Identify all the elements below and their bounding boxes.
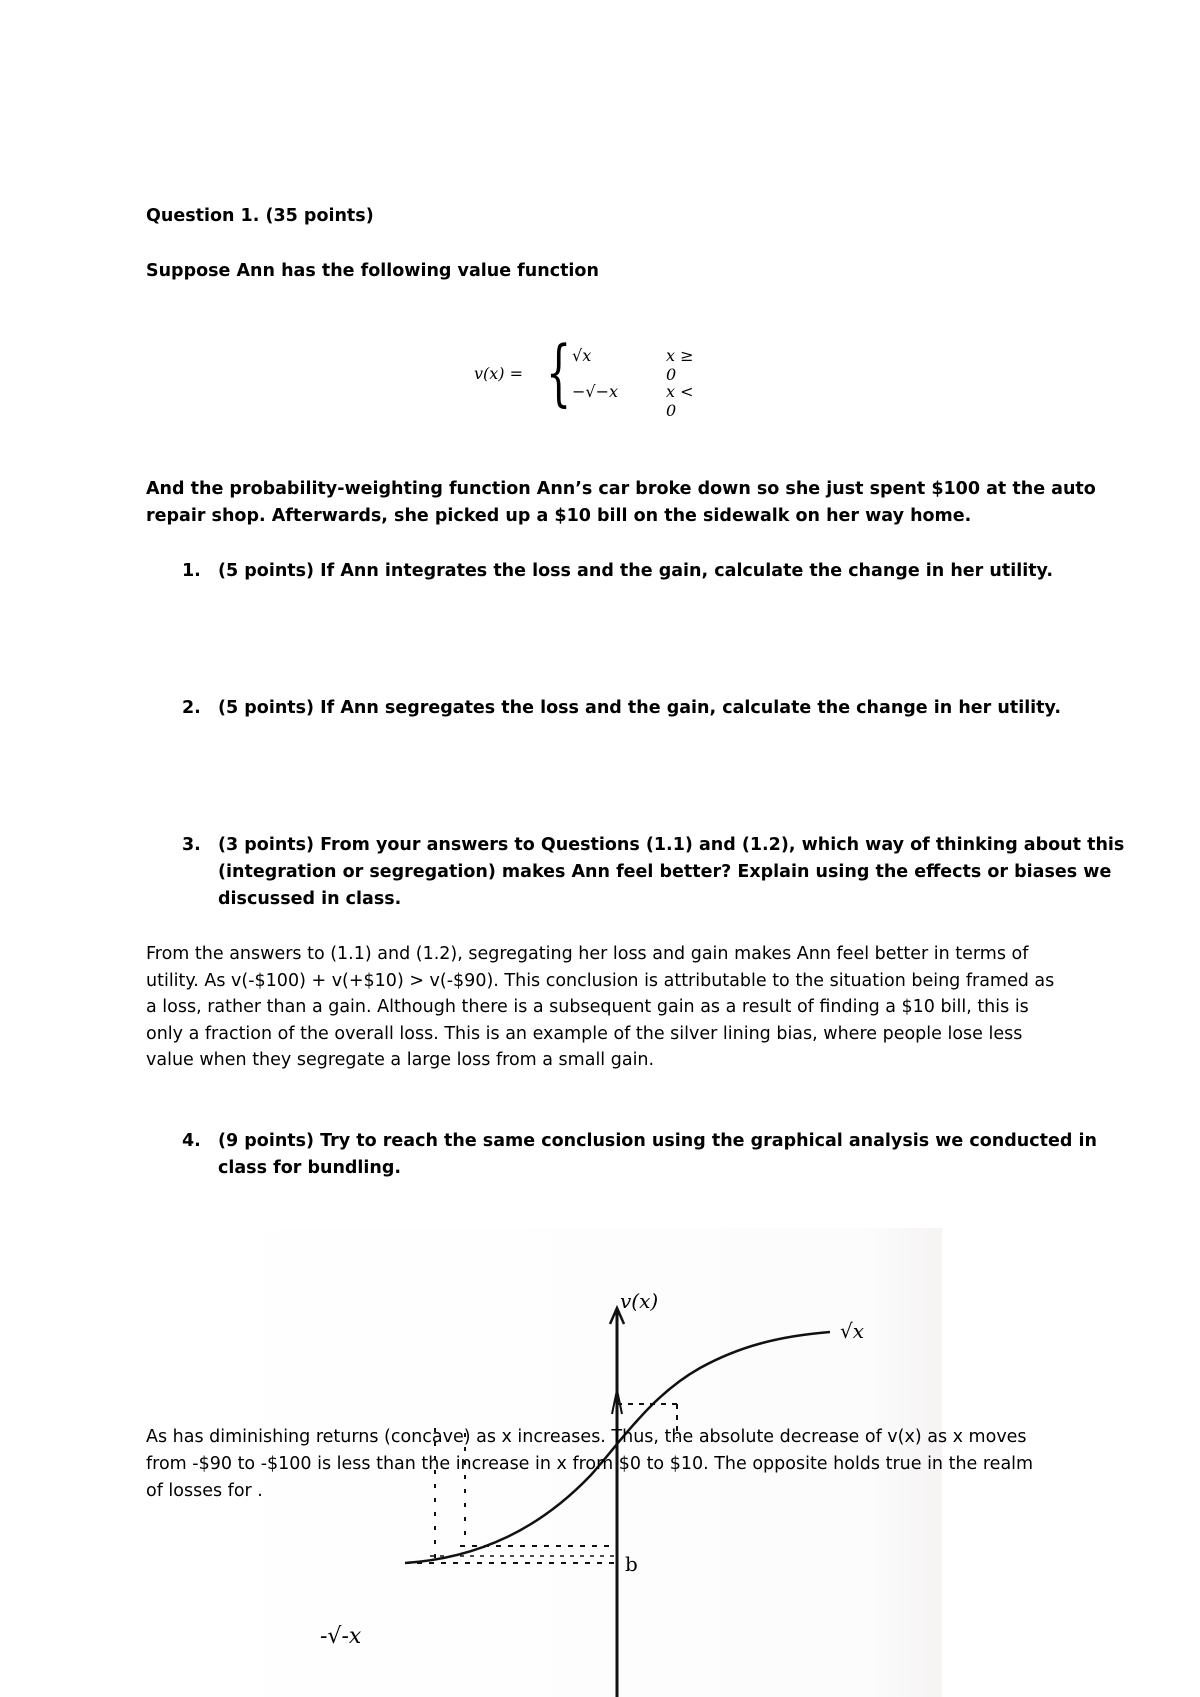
answer-line: a loss, rather than a gain. Although there is a subsequent gain as a result of finding a $10 bill, this is bbox=[146, 997, 1029, 1017]
formula-case1-expr: √x bbox=[572, 346, 592, 365]
value-function-formula bbox=[474, 330, 704, 420]
answer-line: only a fraction of the overall loss. This is an example of the silver lining bias, where people lose less bbox=[146, 1023, 1023, 1044]
question-title: Question 1. (35 points) bbox=[146, 206, 374, 226]
subquestion-number: 3. bbox=[182, 835, 201, 855]
subquestion-number: 2. bbox=[182, 698, 201, 718]
subquestion-number: 4. bbox=[182, 1131, 201, 1151]
answer-line: utility. As v(-$100) + v(+$10) > v(-$90). This conclusion is attributable to the situation being framed as bbox=[146, 970, 1055, 991]
upper-curve-label: √x bbox=[840, 1319, 865, 1343]
scenario-line: repair shop. Afterwards, she picked up a $10 bill on the sidewalk on her way home. bbox=[146, 506, 972, 526]
subquestion-text: (3 points) From your answers to Questions (1.1) and (1.2), which way of thinking about this bbox=[218, 835, 1125, 855]
formula-case2-cond: x < 0 bbox=[666, 382, 694, 420]
answer-4-line: of losses for . bbox=[146, 1481, 263, 1501]
tick-lower-label: b bbox=[625, 1552, 638, 1576]
formula-brace: { bbox=[546, 330, 572, 414]
subquestion-text: (5 points) If Ann integrates the loss and the gain, calculate the change in her utility. bbox=[218, 561, 1054, 581]
formula-case2-expr: −√−x bbox=[572, 382, 619, 401]
answer-4-line: As has diminishing returns (concave) as x increases. Thus, the absolute decrease of v(x) as x moves bbox=[146, 1427, 1027, 1447]
question-intro: Suppose Ann has the following value function bbox=[146, 261, 599, 281]
answer-line: From the answers to (1.1) and (1.2), segregating her loss and gain makes Ann feel better in terms of bbox=[146, 944, 1029, 964]
subquestion-number: 1. bbox=[182, 561, 201, 581]
subquestion-text: (9 points) Try to reach the same conclusion using the graphical analysis we conducted in bbox=[218, 1131, 1097, 1151]
subquestion-text: (integration or segregation) makes Ann feel better? Explain using the effects or biases we bbox=[218, 862, 1112, 882]
answer-4-line: from -$90 to -$100 is less than the increase in x from $0 to $10. The opposite holds true in the realm bbox=[146, 1454, 1034, 1474]
answer-3 bbox=[146, 941, 1054, 1074]
scenario-line: And the probability-weighting function Ann’s car broke down so she just spent $100 at the auto bbox=[146, 479, 1096, 499]
subquestion-text: class for bundling. bbox=[218, 1158, 402, 1178]
formula-lhs: v(x) = bbox=[474, 364, 524, 383]
y-axis-label: v(x) bbox=[620, 1289, 659, 1313]
lower-curve-label: -√-x bbox=[320, 1624, 362, 1649]
formula-case1-cond: x ≥ 0 bbox=[666, 346, 694, 384]
subquestion-text: (5 points) If Ann segregates the loss and the gain, calculate the change in her utility. bbox=[218, 698, 1061, 718]
answer-line: value when they segregate a large loss from a small gain. bbox=[146, 1050, 655, 1070]
subquestion-text: discussed in class. bbox=[218, 889, 402, 909]
